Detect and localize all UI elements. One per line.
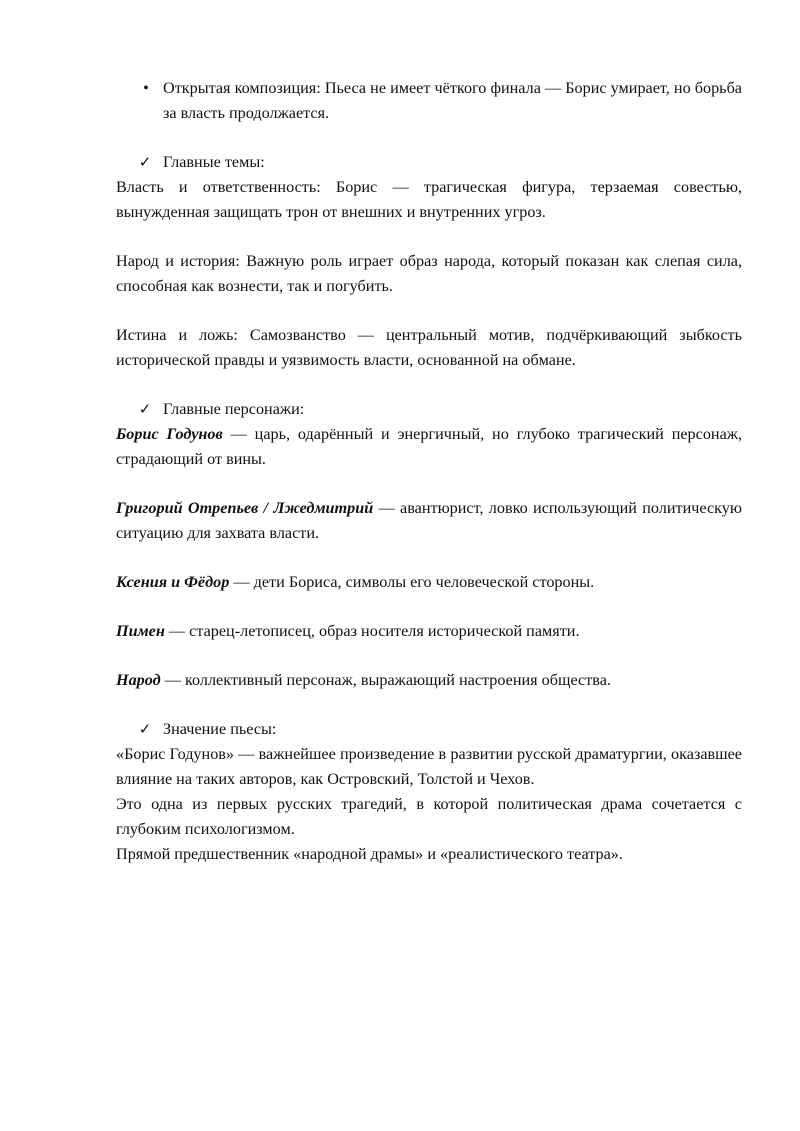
- character-description: — старец-летописец, образ носителя исторической памяти.: [164, 622, 580, 640]
- character-name: Пимен: [116, 622, 165, 640]
- paragraph: Власть и ответственность: Борис — трагическая фигура, терзаемая совестью, вынужденная защищать трон от внешних и внутренних угроз.: [116, 178, 742, 221]
- section-heading-characters: [116, 397, 742, 422]
- section-heading-themes: [116, 150, 742, 175]
- checkmark-icon: ✓: [138, 400, 152, 418]
- character-entry: [116, 496, 742, 546]
- list-item-open-composition: [116, 76, 742, 126]
- paragraph: Народ и история: Важную роль играет образ народа, который показан как слепая сила, способная как вознести, так и погубить.: [116, 252, 742, 295]
- character-description: — авантюрист, ловко использующий политическую ситуацию для захвата власти.: [116, 499, 742, 542]
- character-description: — дети Бориса, символы его человеческой стороны.: [229, 573, 595, 591]
- paragraph: Прямой предшественник «народной драмы» и «реалистического театра».: [116, 845, 623, 863]
- character-entry: [116, 668, 742, 693]
- checkmark-icon: ✓: [138, 153, 152, 171]
- section-heading-significance: [116, 717, 742, 742]
- character-description: — царь, одарённый и энергичный, но глубоко трагический персонаж, страдающий от вины.: [116, 425, 742, 468]
- character-entry: [116, 422, 742, 472]
- character-name: Григорий Отрепьев / Лжедмитрий: [116, 499, 374, 517]
- character-name: Ксения и Фёдор: [116, 573, 230, 591]
- heading-text: Главные персонажи:: [163, 400, 305, 418]
- heading-text: Главные темы:: [163, 153, 265, 171]
- character-entry: [116, 570, 742, 595]
- paragraph: «Борис Годунов» — важнейшее произведение в развитии русской драматургии, оказавшее влияние на таких авторов, как Островский, Толстой и Чехов.: [116, 745, 742, 788]
- character-entry: [116, 619, 742, 644]
- paragraph: Открытая композиция: Пьеса не имеет чёткого финала — Борис умирает, но борьба за власть продолжается.: [163, 79, 742, 122]
- document-page: [116, 76, 742, 867]
- character-name: Народ: [116, 671, 161, 689]
- checkmark-icon: ✓: [138, 720, 152, 738]
- character-description: — коллективный персонаж, выражающий настроения общества.: [160, 671, 611, 689]
- paragraph: Это одна из первых русских трагедий, в которой политическая драма сочетается с глубоким психологизмом.: [116, 795, 742, 838]
- paragraph: Истина и ложь: Самозванство — центральный мотив, подчёркивающий зыбкость исторической правды и уязвимость власти, основанной на обмане.: [116, 326, 742, 369]
- bullet-icon: •: [143, 79, 149, 97]
- heading-text: Значение пьесы:: [163, 720, 277, 738]
- character-name: Борис Годунов: [116, 425, 223, 443]
